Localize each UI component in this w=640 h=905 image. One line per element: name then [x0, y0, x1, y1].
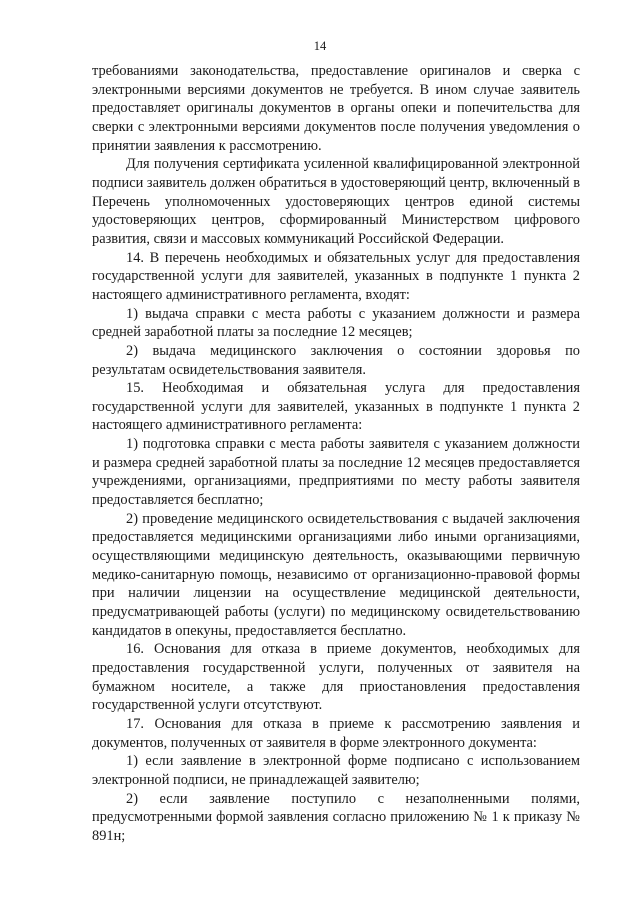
paragraph-item-14-1: 1) выдача справки с места работы с указанием должности и размера средней заработной платы за последние 12 месяцев; [92, 305, 580, 341]
paragraph-continuation: требованиями законодательства, предоставление оригиналов и сверка с электронными версиями документов не требуется. В ином случае заявитель предоставляет оригиналы документов в органы опеки и попечительства для сверки с электронными версиями документов после получения уведомления о принятии заявления к рассмотрению. [92, 63, 580, 154]
paragraph-item-15-2: 2) проведение медицинского освидетельствования с выдачей заключения предоставляется медицинскими организациями либо иными организациями, осуществляющими медицинскую деятельность, оказывающими первичную медико-санитарную помощь, независимо от организационно-правовой формы при наличии лицензии на осуществление медицинской деятельности, предусматривающей работы (услуги) по медицинскому освидетельствованию кандидатов в опекуны, предоставляется бесплатно. [92, 510, 580, 639]
paragraph-certificate: Для получения сертификата усиленной квалифицированной электронной подписи заявитель должен обратиться в удостоверяющий центр, включенный в Перечень уполномоченных удостоверяющих центров единой системы удостоверяющих центров, сформированный Министерством цифрового развития, связи и массовых коммуникаций Российской Федерации. [92, 156, 580, 247]
paragraph-item-15: 15. Необходимая и обязательная услуга для предоставления государственной услуги для заявителей, указанных в подпункте 1 пункта 2 настоящего административного регламента: [92, 380, 580, 434]
paragraph-item-17-1: 1) если заявление в электронной форме подписано с использованием электронной подписи, не принадлежащей заявителю; [92, 753, 580, 788]
page-number: 14 [313, 39, 327, 53]
paragraph-item-14-2: 2) выдача медицинского заключения о состоянии здоровья по результатам освидетельствования заявителя. [92, 342, 580, 378]
paragraph-item-14: 14. В перечень необходимых и обязательных услуг для предоставления государственной услуги для заявителей, указанных в подпункте 1 пункта 2 настоящего административного регламента, входят: [92, 249, 580, 303]
paragraph-item-16: 16. Основания для отказа в приеме документов, необходимых для предоставления государственной услуги, полученных от заявителя на бумажном носителе, а также для приостановления предоставления государственной услуги отсутствуют. [92, 641, 580, 714]
paragraph-item-17: 17. Основания для отказа в приеме к рассмотрению заявления и документов, полученных от заявителя в форме электронного документа: [92, 715, 580, 751]
document-body [92, 62, 580, 846]
paragraph-item-17-2: 2) если заявление поступило с незаполненными полями, предусмотренными формой заявления согласно приложению № 1 к приказу № 891н; [92, 790, 580, 844]
paragraph-item-15-1: 1) подготовка справки с места работы заявителя с указанием должности и размера средней заработной платы за последние 12 месяцев предоставляется учреждениями, организациями, предприятиями по месту работы заявителя предоставляется бесплатно; [92, 436, 580, 509]
